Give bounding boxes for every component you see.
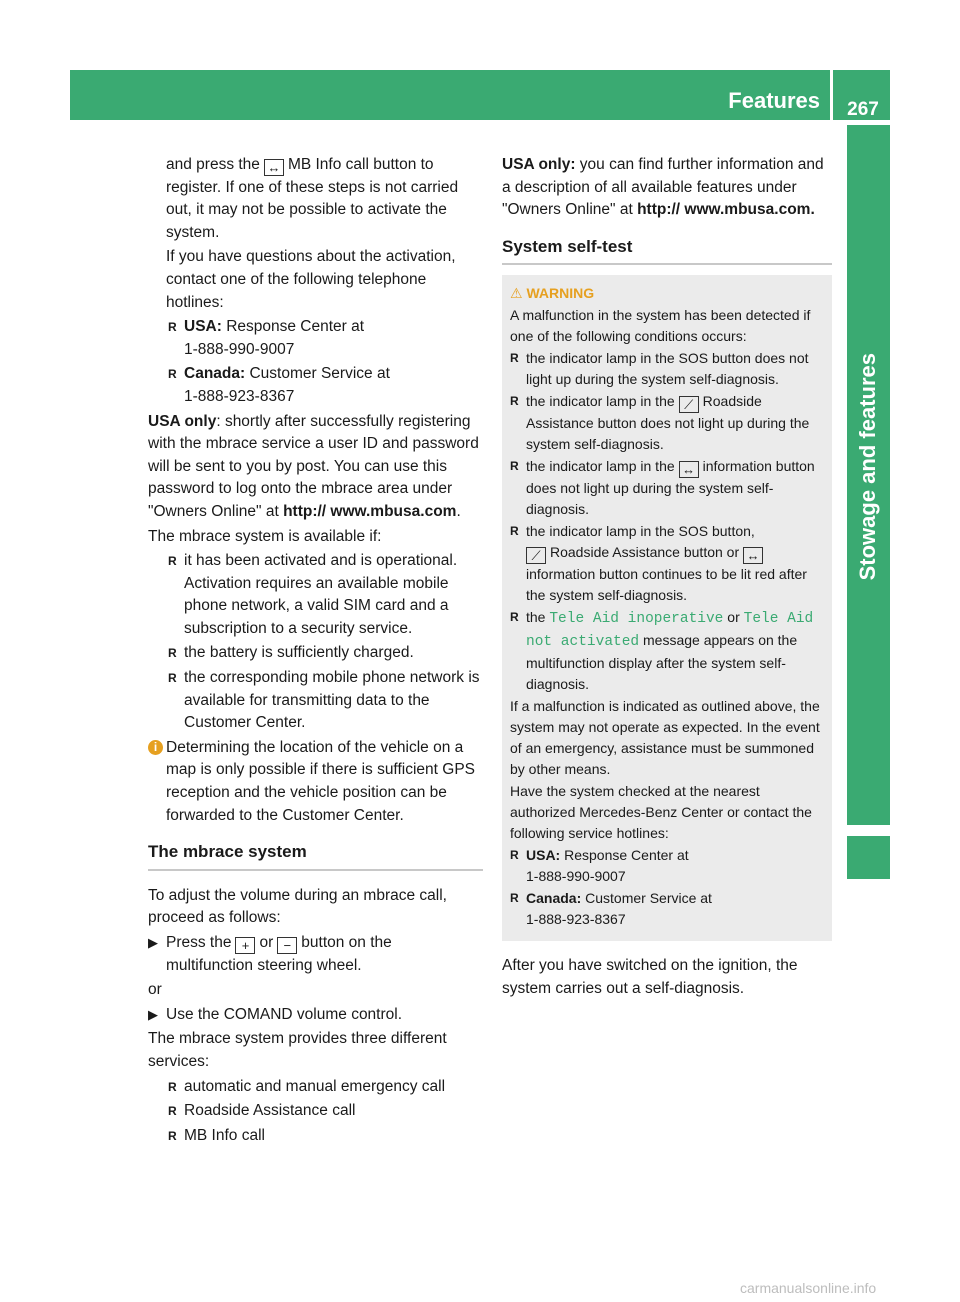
roadside-button-icon: ⟋ [679,396,699,413]
paragraph: and press the ↔ MB Info call button to register. If one of these steps is not carried out, it may not be possible to activate the system. [166,156,459,241]
page-number: 267 [847,99,879,120]
list-item: R the Tele Aid inoperative or Tele Aid not activated message appears on the multifunction display after the system self-diagnosis. [510,607,824,695]
list-item: R the indicator lamp in the SOS button does not light up during the system self-diagnosis. [510,348,824,390]
step: ▶ Press the + or − button on the multifunction steering wheel. [148,934,392,974]
header-bar [70,70,830,120]
list-item: R the indicator lamp in the ↔ information button does not light up during the system self-diagnosis. [510,456,824,520]
paragraph: The mbrace system is available if: [148,527,382,545]
info-note: i Determining the location of the vehicle on a map is only possible if there is sufficient GPS reception and the vehicle position can be forwarded to the Customer Center. [148,737,483,827]
side-marker [847,836,890,879]
paragraph: If a malfunction is indicated as outlined above, the system may not operate as expected. In the event of an emergency, assistance must be summoned by other means. [510,698,820,778]
list-item: R the battery is sufficiently charged. [148,642,483,665]
paragraph: The mbrace system provides three different services: [148,1030,447,1070]
watermark: carmanualsonline.info [740,1280,877,1296]
warning-heading: ⚠ WARNING [510,285,595,302]
list-item: R MB Info call [148,1125,483,1148]
list-item: R Roadside Assistance call [148,1100,483,1123]
list-item: R the indicator lamp in the SOS button, ⟋ Roadside Assistance button or ↔information button continues to be lit red after the system self-diagnosis. [510,521,824,606]
list-item: R it has been activated and is operational. Activation requires an available mobile phone network, a valid SIM card and a subscription to a security service. [148,550,483,640]
left-column [148,154,483,1149]
minus-button-icon: − [277,937,297,954]
warning-triangle-icon: ⚠ [510,285,527,302]
right-column [502,154,832,1003]
step-arrow-icon: ▶ [148,1006,158,1022]
list-item: R Canada: Customer Service at 1-888-923-8367 [510,888,824,930]
paragraph: A malfunction in the system has been detected if one of the following conditions occurs: [510,307,811,345]
list-item: R Canada: Customer Service at 1-888-923-8367 [148,363,483,408]
roadside-button-icon: ⟋ [526,547,546,564]
section-title: System self-test [502,236,832,266]
info-button-icon: ↔ [679,461,699,478]
side-tab-title: Stowage and features [855,353,880,581]
step: ▶ Use the COMAND volume control. [148,1004,483,1027]
info-button-icon: ↔ [743,547,763,564]
list-item: R USA: Response Center at 1-888-990-9007 [510,845,824,887]
info-button-icon: ↔ [264,159,284,176]
section-title: The mbrace system [148,841,483,871]
paragraph: Have the system checked at the nearest authorized Mercedes-Benz Center or contact the following service hotlines: [510,783,812,842]
paragraph: USA only: you can find further information and a description of all available features under "Owners Online" at http:// www.mbusa.com. [502,156,824,219]
header-divider [830,70,833,120]
paragraph: USA only: shortly after successfully registering with the mbrace service a user ID and password will be sent to you by post. You can use this password to log onto the mbrace area under "Owners Online" at http:// www.mbusa.com. [148,412,479,520]
paragraph: To adjust the volume during an mbrace call, proceed as follows: [148,886,447,927]
list-item: R USA: Response Center at 1-888-990-9007 [148,316,483,361]
page-title: Features [728,88,820,113]
paragraph: After you have switched on the ignition, the system carries out a self-diagnosis. [502,957,798,997]
paragraph: If you have questions about the activation, contact one of the following telephone hotlines: [166,248,456,311]
plus-button-icon: + [235,937,255,954]
list-item: R the corresponding mobile phone network is available for transmitting data to the Customer Center. [148,667,483,735]
list-item: R the indicator lamp in the ⟋ Roadside Assistance button does not light up during the system self-diagnosis. [510,391,824,455]
list-item: R automatic and manual emergency call [148,1076,483,1099]
info-icon: i [148,740,163,755]
warning-box [502,275,832,941]
paragraph: or [148,981,162,999]
step-arrow-icon: ▶ [148,935,158,950]
